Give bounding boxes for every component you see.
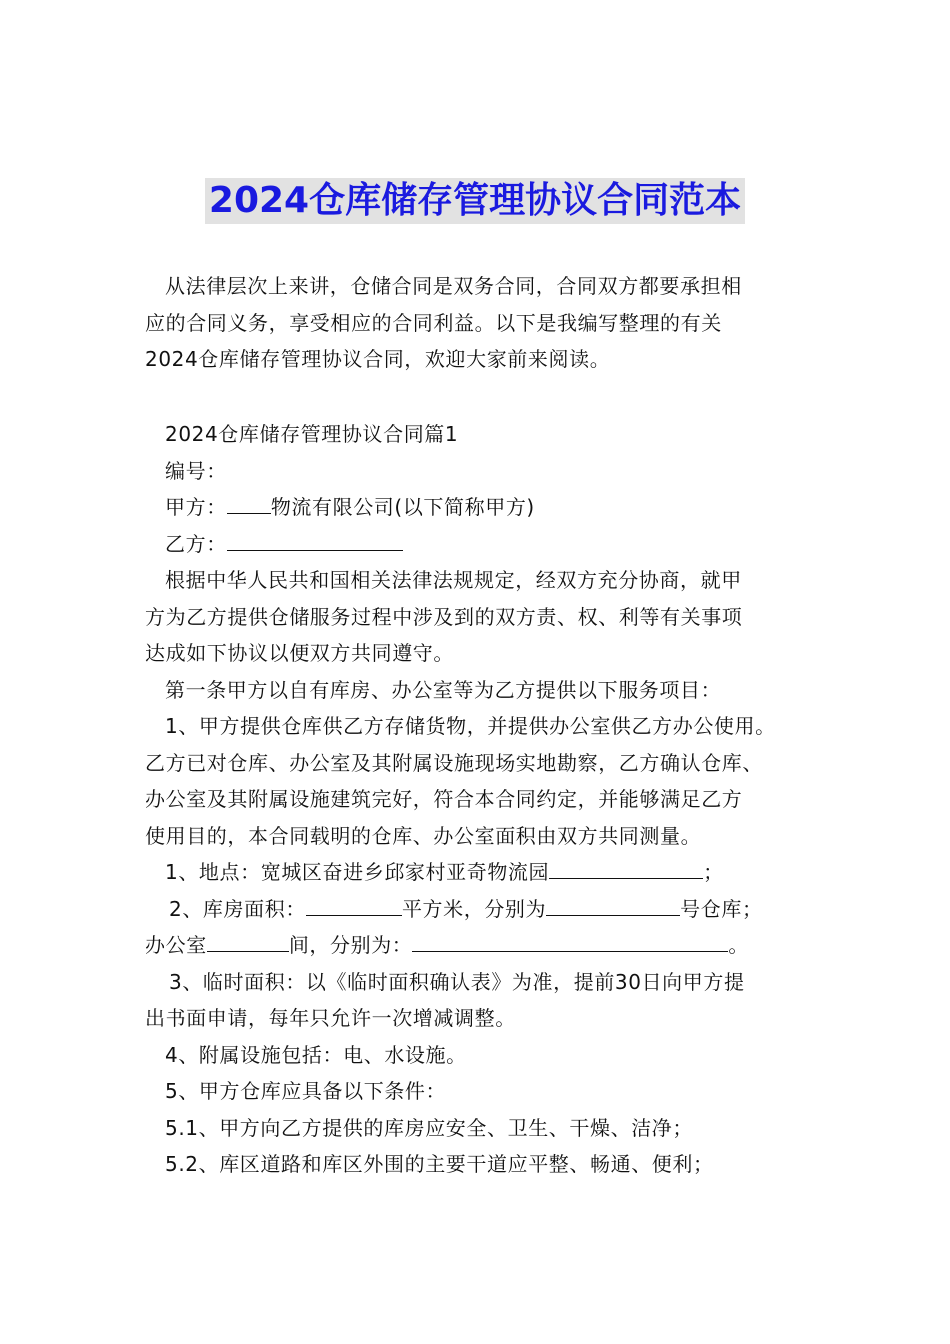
party-b-prefix: 乙方： bbox=[165, 531, 227, 556]
office-count-blank bbox=[207, 929, 289, 952]
location-line bbox=[145, 854, 825, 891]
party-b-line bbox=[145, 526, 825, 563]
area-line bbox=[145, 891, 825, 928]
party-a-blank bbox=[227, 491, 271, 514]
location-prefix: 1、地点：宽城区奋进乡邱家村亚奇物流园 bbox=[165, 860, 550, 884]
preamble-line-1: 根据中华人民共和国相关法律法规规定，经双方充分协商，就甲 bbox=[165, 568, 742, 592]
contract-number-label: 编号： bbox=[165, 458, 227, 483]
preamble-line-3: 达成如下协议以便双方共同遵守。 bbox=[145, 641, 454, 665]
temp-area-line-1: 3、临时面积：以《临时面积确认表》为准，提前30日向甲方提 bbox=[169, 969, 745, 994]
office-mid: 间，分别为： bbox=[288, 933, 413, 957]
party-a-suffix: 物流有限公司(以下简称甲方) bbox=[270, 495, 535, 519]
temp-area-line-2: 出书面申请，每年只允许一次增减调整。 bbox=[145, 1006, 516, 1030]
party-a-prefix: 甲方： bbox=[165, 495, 227, 519]
item-5: 5、甲方仓库应具备以下条件： bbox=[165, 1079, 447, 1103]
item-1-line-2: 乙方已对仓库、办公室及其附属设施现场实地勘察，乙方确认仓库、 bbox=[145, 750, 763, 775]
preamble-line-2: 方为乙方提供仓储服务过程中涉及到的双方责、权、利等有关事项 bbox=[145, 604, 743, 629]
document-title: 2024仓库储存管理协议合同范本 bbox=[205, 178, 745, 224]
location-blank bbox=[549, 856, 703, 879]
title-container bbox=[0, 178, 950, 224]
contract-body bbox=[145, 416, 825, 1183]
area-prefix: 2、库房面积： bbox=[169, 896, 306, 921]
section-heading: 2024仓库储存管理协议合同篇1 bbox=[165, 422, 459, 446]
item-1-line-1: 1、甲方提供仓库供乙方存储货物，并提供办公室供乙方办公使用。 bbox=[165, 714, 776, 738]
item-1-line-3: 办公室及其附属设施建筑完好，符合本合同约定，并能够满足乙方 bbox=[145, 787, 743, 811]
item-1-line-4: 使用目的，本合同载明的仓库、办公室面积由双方共同测量。 bbox=[145, 823, 702, 848]
area-suffix: 号仓库； bbox=[680, 896, 763, 921]
intro-line-2: 应的合同义务，享受相应的合同利益。以下是我编写整理的有关 bbox=[145, 310, 722, 335]
area-mid: 平方米，分别为 bbox=[401, 896, 547, 921]
office-line bbox=[145, 927, 825, 964]
intro-block bbox=[145, 268, 825, 378]
intro-line-3: 2024仓库储存管理协议合同，欢迎大家前来阅读。 bbox=[145, 347, 611, 371]
party-b-blank bbox=[227, 528, 403, 551]
area-blank bbox=[306, 893, 402, 916]
location-suffix: ； bbox=[703, 860, 724, 884]
item-4: 4、附属设施包括：电、水设施。 bbox=[165, 1042, 467, 1067]
warehouse-number-blank bbox=[546, 893, 680, 916]
item-5-2: 5.2、库区道路和库区外围的主要干道应平整、畅通、便利； bbox=[165, 1152, 714, 1176]
intro-line-1: 从法律层次上来讲，仓储合同是双务合同，合同双方都要承担相 bbox=[165, 274, 742, 298]
item-5-1: 5.1、甲方向乙方提供的库房应安全、卫生、干燥、洁净； bbox=[165, 1115, 694, 1140]
article-1-heading: 第一条甲方以自有库房、办公室等为乙方提供以下服务项目： bbox=[165, 677, 722, 702]
office-number-blank bbox=[412, 929, 728, 952]
party-a-line bbox=[145, 489, 825, 526]
office-suffix: 。 bbox=[728, 933, 750, 957]
office-prefix: 办公室 bbox=[145, 933, 207, 957]
